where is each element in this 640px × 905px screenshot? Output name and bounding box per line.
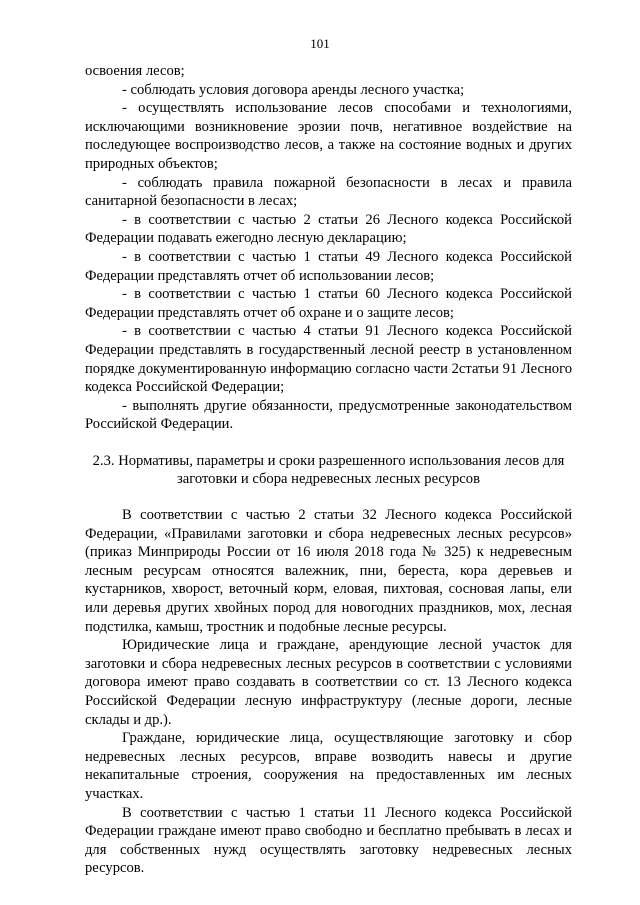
list-item-continuation: освоения лесов; bbox=[85, 63, 185, 79]
section-heading: 2.3. Нормативы, параметры и сроки разрешенного использования лесов для заготовки и сбора недревесных лесных ресурсов bbox=[92, 452, 565, 488]
page-number: 101 bbox=[310, 36, 330, 51]
list-item: - в соответствии с частью 2 статьи 26 Лесного кодекса Российской Федерации подавать ежегодно лесную декларацию; bbox=[85, 211, 572, 247]
list-item: - соблюдать условия договора аренды лесного участка; bbox=[122, 81, 465, 98]
list-item: - в соответствии с частью 1 статьи 60 Лесного кодекса Российской Федерации представлять отчет об охране и о защите лесов; bbox=[85, 286, 572, 321]
list-item: - осуществлять использование лесов способами и технологиями, исключающими возникновение эрозии почв, негативное воздействие на последующее воспроизводство лесов, а также на состояние водных и других природных объектов; bbox=[85, 100, 572, 172]
list-item: - в соответствии с частью 4 статьи 91 Лесного кодекса Российской Федерации представлять в государственный лесной реестр в установленном порядке документированную информацию согласно части 2статьи 91 Лесного кодекса Российской Федерации; bbox=[85, 323, 572, 396]
list-item: - в соответствии с частью 1 статьи 49 Лесного кодекса Российской Федерации представлять отчет об использовании лесов; bbox=[85, 248, 572, 284]
document-body bbox=[85, 62, 572, 878]
body-paragraph: В соответствии с частью 2 статьи 32 Лесного кодекса Российской Федерации, «Правилами заготовки и сбора недревесных лесных ресурсов» (приказ Минприроды России от 16 июля 2018 года № 325) к недревесным лесным ресурсам относятся валежник, пни, береста, кора деревьев и кустарников, хворост, веточный корм, еловая, пихтовая, сосновая лапы, ели или деревья других хвойных пород для новогодних праздников, мох, лесная подстилка, камыш, тростник и подобные лесные ресурсы. bbox=[85, 507, 572, 635]
body-paragraph: Юридические лица и граждане, арендующие лесной участок для заготовки и сбора недревесных лесных ресурсов в соответствии с условиями договора имеют право создавать в соответствии со ст. 13 Лесного кодекса Российской Федерации лесную инфраструктуру (лесные дороги, лесные склады и др.). bbox=[85, 637, 572, 728]
list-item: - соблюдать правила пожарной безопасности в лесах и правила санитарной безопасности в лесах; bbox=[85, 174, 572, 210]
body-paragraph: Граждане, юридические лица, осуществляющие заготовку и сбор недревесных лесных ресурсов, вправе возводить навесы и другие некапитальные строения, сооружения на предоставленных им лесных участках. bbox=[85, 730, 572, 802]
list-item: - выполнять другие обязанности, предусмотренные законодательством Российской Федерации. bbox=[85, 397, 572, 433]
body-paragraph: В соответствии с частью 1 статьи 11 Лесного кодекса Российской Федерации граждане имеют право свободно и бесплатно пребывать в лесах и для собственных нужд осуществлять заготовку недревесных лесных ресурсов. bbox=[85, 804, 572, 877]
